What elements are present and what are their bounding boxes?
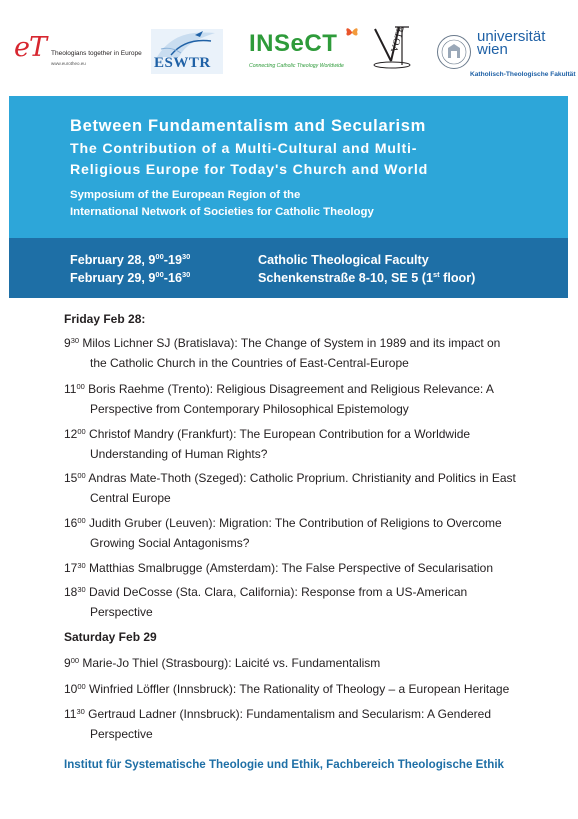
program-entry-line1 [64, 705, 554, 725]
program-entry [64, 705, 554, 744]
university-vienna-logo [436, 28, 576, 84]
eurotheo-logo [14, 32, 142, 68]
program-entry [64, 380, 554, 419]
program-time-minutes: 00 [77, 682, 86, 691]
program-time-minutes: 00 [77, 427, 86, 436]
program-time-hour: 15 [64, 471, 78, 485]
program-time-minutes: 30 [76, 707, 85, 716]
university-name [477, 30, 545, 56]
program-entry-line2: the Catholic Church in the Countries of East-Central-Europe [90, 356, 409, 370]
program-time-hour: 17 [64, 561, 78, 575]
program-time-minutes: 30 [77, 585, 86, 594]
program-time [64, 469, 86, 489]
program-time-minutes: 00 [77, 471, 86, 480]
eswtr-logo [151, 29, 223, 74]
program-entry-text: Matthias Smalbrugge (Amsterdam): The False Perspective of Secularisation [89, 561, 493, 575]
program-time [64, 380, 85, 400]
program-time [64, 705, 85, 725]
vote-logo [369, 25, 415, 71]
insect-logo [247, 24, 363, 74]
program-entry-line2: Perspective [90, 727, 153, 741]
program-time-minutes: 30 [77, 561, 86, 570]
eurotheo-logo-mark: eT [14, 32, 46, 63]
program-time [64, 680, 86, 700]
program-entry-line1 [64, 514, 554, 534]
program-entry-text: Christof Mandry (Frankfurt): The European Contribution for a Worldwide [89, 427, 471, 441]
event-title: Between Fundamentalism and Secularism [70, 117, 426, 135]
program-time-minutes: 30 [70, 336, 80, 345]
program-time-minutes: 00 [76, 382, 85, 391]
dates-banner [9, 238, 568, 298]
program-entry-line2: Understanding of Human Rights? [90, 447, 268, 461]
insect-logo-text: INSeCT [249, 30, 338, 57]
program-entry-line2: Growing Social Antagonisms? [90, 536, 250, 550]
vote-logo-text: VOTE [389, 25, 407, 54]
program-entry [64, 514, 554, 553]
program-entry-line1 [64, 380, 554, 400]
day-heading: Friday Feb 28: [64, 312, 146, 326]
program-entry-text: Judith Gruber (Leuven): Migration: The Contribution of Religions to Overcome [89, 516, 502, 530]
day-heading: Saturday Feb 29 [64, 630, 157, 644]
event-subtitle-line2: Religious Europe for Today's Church and World [70, 162, 429, 178]
date-friday: February 28, $9^{00}-19^{30}$ [70, 252, 191, 267]
program-entry [64, 680, 554, 700]
program-time-minutes: 00 [77, 516, 86, 525]
eswtr-logo-text: ESWTR [154, 55, 211, 71]
program-entry [64, 425, 554, 464]
program-time [64, 583, 86, 603]
eurotheo-logo-url: www.eurotheo.eu [51, 61, 86, 66]
program-entry-text: Boris Raehme (Trento): Religious Disagreement and Religious Relevance: A [88, 382, 494, 396]
program-time-hour: 9 [64, 656, 71, 670]
university-name-line2: wien [477, 41, 508, 58]
program-time-hour: 10 [64, 682, 78, 696]
program-entry [64, 469, 554, 508]
butterfly-icon [345, 26, 359, 38]
insect-logo-tagline: Connecting Catholic Theology Worldwide [249, 63, 344, 69]
program-entry-line1 [64, 654, 554, 674]
logo-bar [0, 0, 578, 92]
venue-name: Catholic Theological Faculty [258, 253, 429, 267]
program-time [64, 334, 79, 354]
program-time [64, 425, 86, 445]
title-banner [9, 96, 568, 242]
program-entry-line1 [64, 559, 554, 579]
program-entry-line1 [64, 680, 554, 700]
university-seal-icon [436, 34, 472, 70]
institute-footer: Institut für Systematische Theologie und Ethik, Fachbereich Theologische Ethik [64, 758, 504, 771]
date-saturday: February 29, $9^{00}-16^{30}$ [70, 270, 191, 285]
program-time-hour: 12 [64, 427, 78, 441]
program-entry-line1 [64, 469, 554, 489]
program-entry-text: Gertraud Ladner (Innsbruck): Fundamentalism and Secularism: A Gendered [88, 707, 492, 721]
program-entry-text: Winfried Löffler (Innsbruck): The Rationality of Theology – a European Heritage [89, 682, 510, 696]
program-time-minutes: 00 [70, 656, 80, 665]
university-name-line1: universität [477, 28, 546, 45]
program-entry-line1 [64, 425, 554, 445]
program-entry [64, 559, 554, 579]
program-time-hour: 9 [64, 336, 71, 350]
program-entry-line1 [64, 334, 554, 354]
event-subtitle-line1: The Contribution of a Multi-Cultural and Multi- [70, 141, 418, 157]
program-entry-line2: Perspective from Contemporary Philosophical Epistemology [90, 402, 409, 416]
program-time [64, 559, 86, 579]
program-time-hour: 16 [64, 516, 78, 530]
program-entry-text: Andras Mate-Thoth (Szeged): Catholic Proprium. Christianity and Politics in East [88, 471, 516, 485]
program-entry-line2: Perspective [90, 605, 153, 619]
vote-logo-icon [369, 25, 415, 71]
program-time-hour: 18 [64, 585, 78, 599]
university-faculty: Katholisch-Theologische Fakultät [470, 71, 576, 78]
program-entry [64, 654, 554, 674]
program-time-hour: 11 [64, 707, 77, 721]
program-entry [64, 334, 554, 373]
program-entry-text: David DeCosse (Sta. Clara, California): Response from a US-American [89, 585, 468, 599]
program-time [64, 514, 86, 534]
symposium-line1: Symposium of the European Region of the [70, 189, 301, 201]
program-entry-text: Marie-Jo Thiel (Strasbourg): Laicité vs. Fundamentalism [82, 656, 381, 670]
program-time-hour: 11 [64, 382, 77, 396]
symposium-line2: International Network of Societies for Catholic Theology [70, 206, 374, 218]
program-entry-line2: Central Europe [90, 491, 171, 505]
venue-address: Schenkenstraße 8-10, SE 5 (1st floor) [258, 270, 476, 285]
eurotheo-logo-tagline: Theologians together in Europe [51, 50, 142, 57]
program-time [64, 654, 79, 674]
program-entry-text: Milos Lichner SJ (Bratislava): The Change of System in 1989 and its impact on [82, 336, 501, 350]
program-entry-line1 [64, 583, 554, 603]
program-entry [64, 583, 554, 622]
